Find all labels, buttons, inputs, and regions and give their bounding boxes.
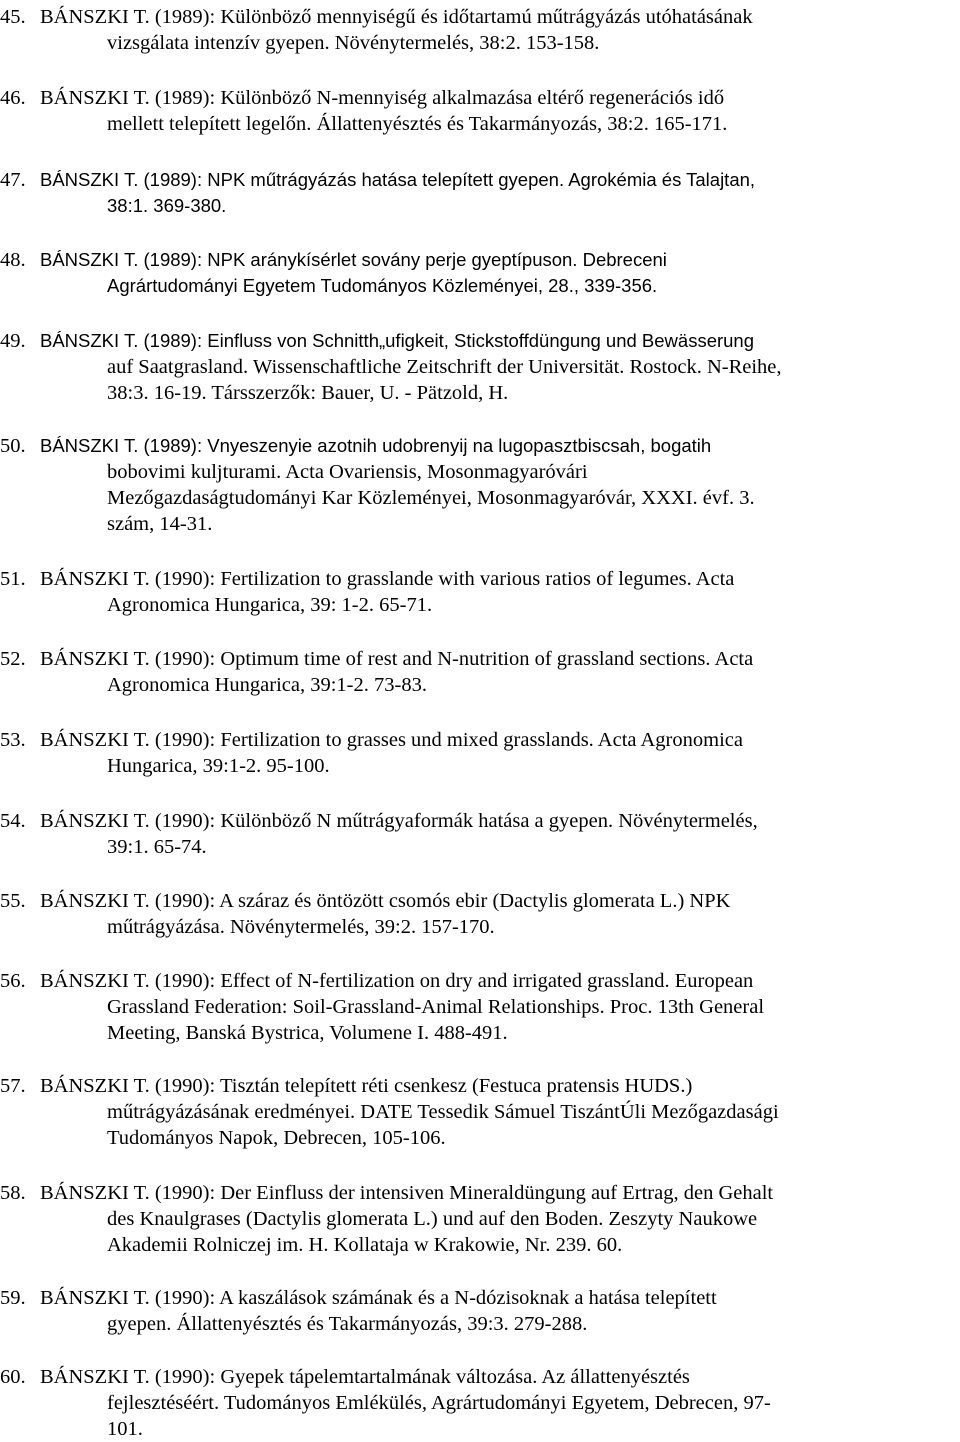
reference-entry-48 [0,247,960,299]
reference-text-line: BÁNSZKI T. (1990): Optimum time of rest and N-nutrition of grassland sections. Acta [40,648,754,670]
reference-number: 48. [0,249,26,271]
reference-text-line: vizsgálata intenzív gyepen. Növénytermelés, 38:2. 153-158. [107,32,600,54]
reference-text-line: műtrágyázásának eredményei. DATE Tessedik Sámuel TiszántÚli Mezőgazdasági [107,1101,779,1123]
reference-text-line: BÁNSZKI T. (1989): Különböző N-mennyiség alkalmazása eltérő regenerációs idő [40,87,725,109]
reference-number: 53. [0,729,26,751]
reference-text-line: Tudományos Napok, Debrecen, 105-106. [107,1127,446,1149]
reference-entry-46 [0,85,960,137]
reference-text-line: Mezőgazdaságtudományi Kar Közleményei, Mosonmagyaróvár, XXXI. évf. 3. [107,487,755,509]
reference-entry-45 [0,4,960,56]
reference-entry-52 [0,646,960,698]
reference-text-line: BÁNSZKI T. (1989): NPK aránykísérlet sovány perje gyeptípuson. Debreceni [40,249,667,270]
reference-text-line: 38:1. 369-380. [107,195,227,216]
reference-text-line: BÁNSZKI T. (1990): A kaszálások számának és a N-dózisoknak a hatása telepített [40,1287,717,1309]
reference-number: 59. [0,1287,26,1309]
reference-entry-47 [0,167,960,219]
reference-text-line: auf Saatgrasland. Wissenschaftliche Zeitschrift der Universität. Rostock. N-Reihe, [107,356,782,378]
reference-entry-51 [0,566,960,618]
reference-text-line: BÁNSZKI T. (1989): Különböző mennyiségű és időtartamú műtrágyázás utóhatásának [40,6,753,28]
reference-number: 56. [0,970,26,992]
reference-number: 51. [0,568,26,590]
reference-text-line: Agronomica Hungarica, 39: 1-2. 65-71. [107,594,433,616]
reference-text-line: műtrágyázása. Növénytermelés, 39:2. 157-170. [107,916,495,938]
reference-text-line: szám, 14-31. [107,513,213,535]
reference-number: 54. [0,810,26,832]
reference-entry-60 [0,1364,960,1442]
reference-number: 50. [0,435,26,457]
reference-text-line: bobovimi kuljturami. Acta Ovariensis, Mosonmagyaróvári [107,461,588,483]
reference-number: 55. [0,890,26,912]
reference-text-line: Hungarica, 39:1-2. 95-100. [107,755,330,777]
reference-text-line: mellett telepített legelőn. Állattenyésztés és Takarmányozás, 38:2. 165-171. [107,113,728,135]
reference-entry-54 [0,808,960,860]
reference-text-line: BÁNSZKI T. (1989): Vnyeszenyie azotnih udobrenyij na lugopasztbiscsah, bogatih [40,435,712,456]
reference-text-line: Agrártudományi Egyetem Tudományos Közleményei, 28., 339-356. [107,275,658,296]
reference-text-line: BÁNSZKI T. (1990): Effect of N-fertilization on dry and irrigated grassland. European [40,970,754,992]
reference-number: 47. [0,169,26,191]
reference-text-line: BÁNSZKI T. (1989): NPK műtrágyázás hatása telepített gyepen. Agrokémia és Talajtan, [40,169,756,190]
reference-number: 58. [0,1182,26,1204]
reference-number: 57. [0,1075,26,1097]
reference-entry-55 [0,888,960,940]
reference-entry-59 [0,1285,960,1337]
reference-text-line: BÁNSZKI T. (1990): Der Einfluss der intensiven Mineraldüngung auf Ertrag, den Gehalt [40,1182,774,1204]
reference-text-line: BÁNSZKI T. (1989): Einfluss von Schnitth„ufigkeit, Stickstoffdüngung und Bewässerung [40,330,755,351]
reference-text-line: BÁNSZKI T. (1990): Tisztán telepített réti csenkesz (Festuca pratensis HUDS.) [40,1075,693,1097]
reference-text-line: BÁNSZKI T. (1990): Fertilization to grasslande with various ratios of legumes. Acta [40,568,735,590]
reference-text-line: 101. [107,1418,143,1440]
reference-number: 52. [0,648,26,670]
reference-text-line: BÁNSZKI T. (1990): Fertilization to grasses und mixed grasslands. Acta Agronomica [40,729,743,751]
reference-number: 45. [0,6,26,28]
reference-number: 49. [0,330,26,352]
reference-text-line: fejlesztéséért. Tudományos Emlékülés, Agrártudományi Egyetem, Debrecen, 97- [107,1392,771,1414]
reference-entry-50 [0,433,960,537]
reference-text-line: BÁNSZKI T. (1990): Különböző N műtrágyaformák hatása a gyepen. Növénytermelés, [40,810,758,832]
reference-text-line: BÁNSZKI T. (1990): A száraz és öntözött csomós ebir (Dactylis glomerata L.) NPK [40,890,731,912]
reference-entry-57 [0,1073,960,1151]
reference-text-line: BÁNSZKI T. (1990): Gyepek tápelemtartalmának változása. Az állattenyésztés [40,1366,690,1388]
reference-text-line: gyepen. Állattenyésztés és Takarmányozás, 39:3. 279-288. [107,1313,588,1335]
reference-entry-49 [0,328,960,406]
reference-text-line: Agronomica Hungarica, 39:1-2. 73-83. [107,674,427,696]
reference-entry-53 [0,727,960,779]
reference-text-line: Grassland Federation: Soil-Grassland-Animal Relationships. Proc. 13th General [107,996,765,1018]
reference-text-line: Akademii Rolniczej im. H. Kollataja w Krakowie, Nr. 239. 60. [107,1234,623,1256]
reference-number: 46. [0,87,26,109]
reference-text-line: Meeting, Banská Bystrica, Volumene I. 488-491. [107,1022,508,1044]
reference-entry-56 [0,968,960,1046]
reference-entry-58 [0,1180,960,1258]
reference-text-line: 39:1. 65-74. [107,836,207,858]
reference-text-line: 38:3. 16-19. Társszerzők: Bauer, U. - Pätzold, H. [107,382,509,404]
reference-number: 60. [0,1366,26,1388]
reference-text-line: des Knaulgrases (Dactylis glomerata L.) und auf den Boden. Zeszyty Naukowe [107,1208,758,1230]
